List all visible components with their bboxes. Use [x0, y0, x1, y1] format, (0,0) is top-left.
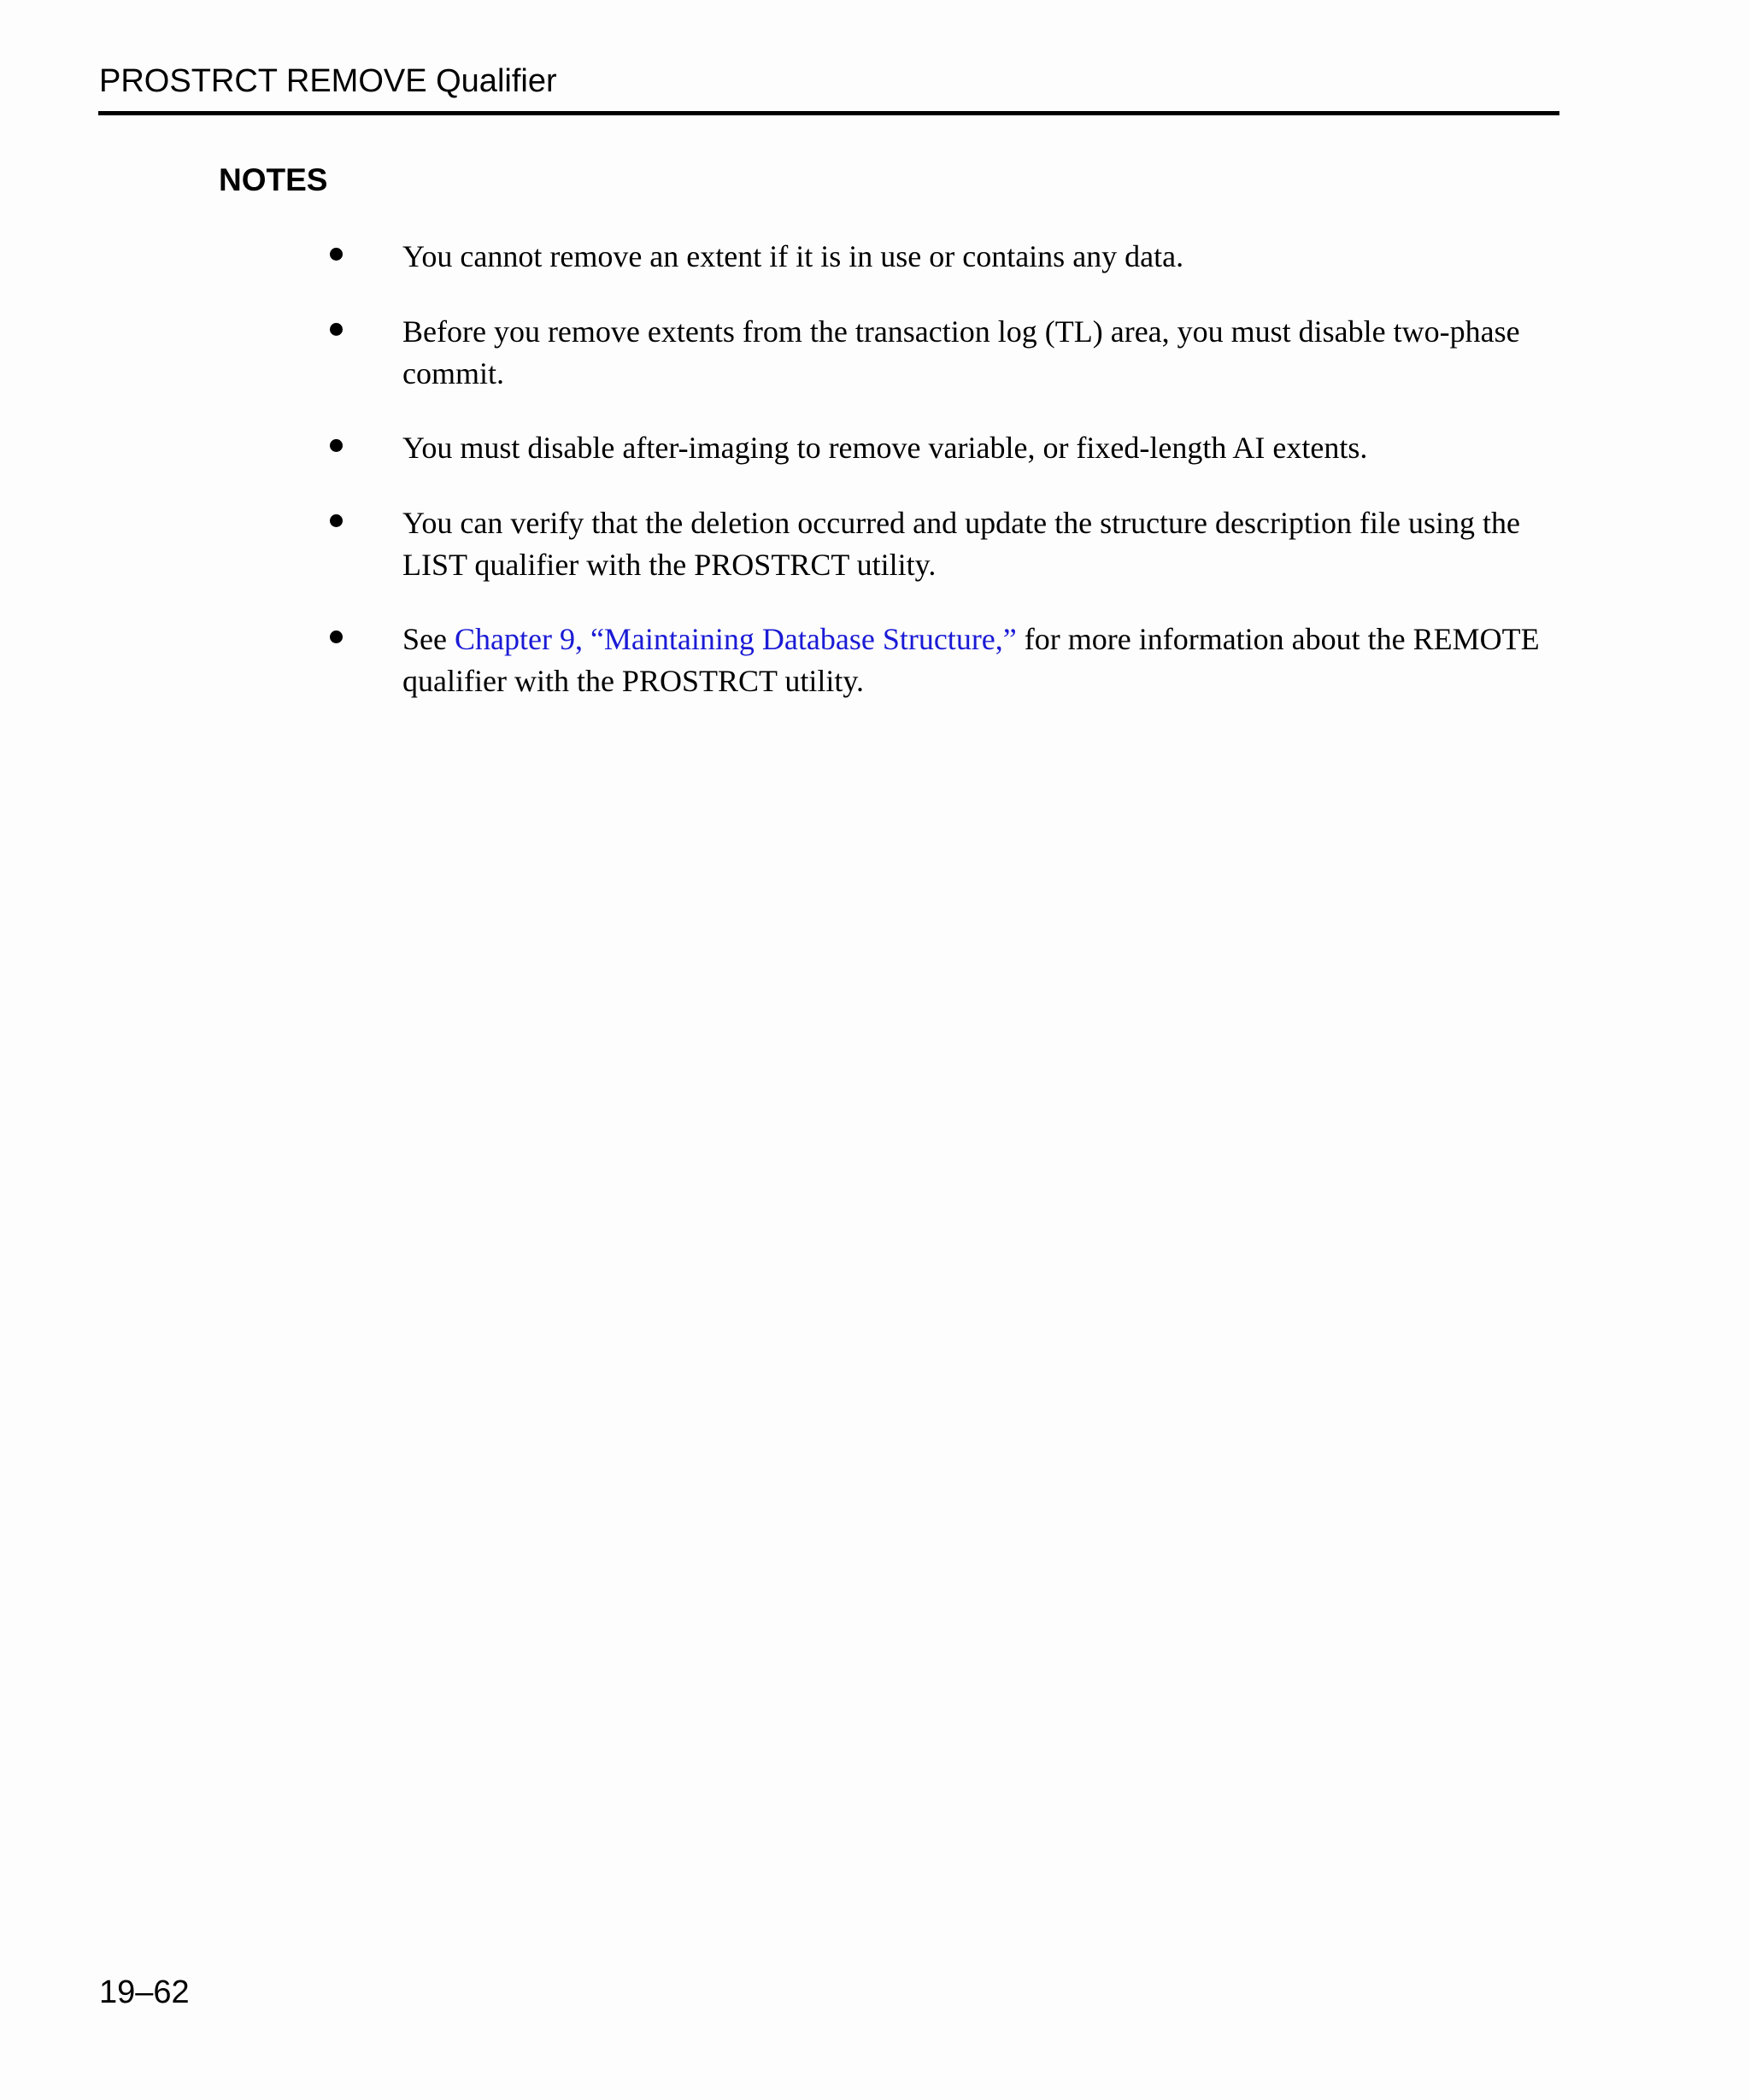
header-rule [98, 111, 1559, 115]
bullet-icon [330, 631, 343, 643]
bullet-icon [330, 248, 343, 261]
bullet-icon [330, 514, 343, 527]
note-prefix: See [402, 622, 455, 656]
bullet-icon [330, 323, 343, 336]
note-text: You must disable after-imaging to remove variable, or fixed-length AI extents. [402, 431, 1368, 465]
section-heading: NOTES [219, 162, 328, 197]
running-header: PROSTRCT REMOVE Qualifier [99, 63, 557, 99]
note-text: Before you remove extents from the transaction log (TL) area, you must disable two-phase commit. [402, 314, 1520, 390]
bullet-icon [330, 439, 343, 452]
note-text: You can verify that the deletion occurred and update the structure description file using the LIST qualifier with the PROSTRCT utility. [402, 506, 1520, 582]
note-text [402, 619, 1565, 702]
chapter-9-link[interactable]: Chapter 9, “Maintaining Database Structure,” [454, 622, 1017, 656]
page-number: 19–62 [99, 1974, 190, 2010]
note-suffix: for more information about the REMOTE qualifier with the PROSTRCT utility. [402, 622, 1540, 698]
note-text: You cannot remove an extent if it is in use or contains any data. [402, 239, 1184, 273]
